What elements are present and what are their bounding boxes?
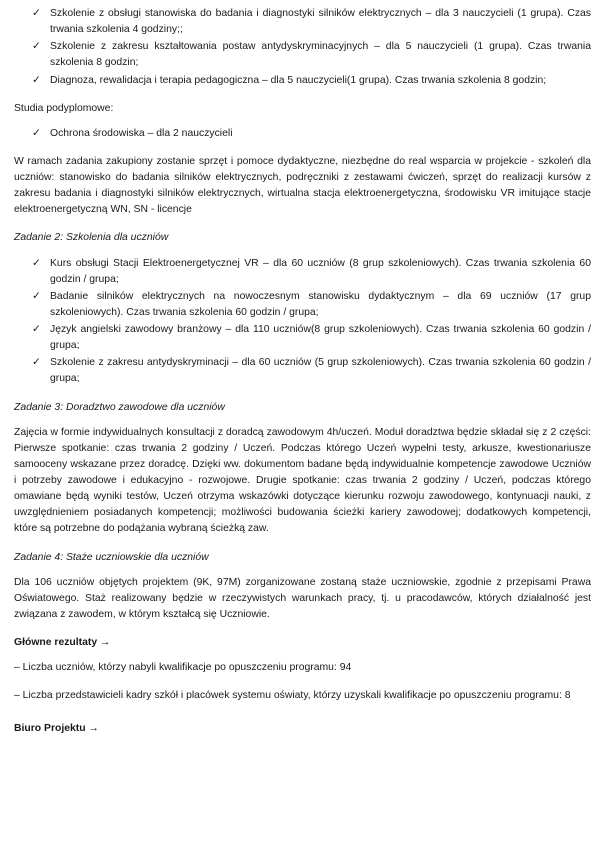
task3-paragraph: Zajęcia w formie indywidualnych konsultacji z doradcą zawodowym 4h/uczeń. Moduł doradztwa będzie składał się z 2 części: Pierwsze spotkanie: czas trwania 2 godziny / Uczeń. Podczas którego Uczeń wypełni testy, arkusze, kwestionariusze samooceny wskazane przez doradcę. Dzięki ww. dokumentom badane będą indywidualnie kompetencje zawodowe Uczniów i potrzeby zawodowe i edukacyjno - rozwojowe. Drugie spotkanie: czas trwania 2 godziny / Uczeń, podczas którego omawiane będą wyniki testów, Uczeń otrzyma wskazówki dotyczące kierunku rozwoju zawodowego, kontynuacji nauki, z uwzględnieniem posiadanych kompetencji; możliwości budowania ścieżki kariery zawodowej; dodatkowych kompetencji, które są potrzebne do podążania wybraną ścieżką zaw.	[14, 426, 591, 535]
results-heading	[14, 635, 591, 651]
task3-heading: Zadanie 3: Doradztwo zawodowe dla uczniów	[14, 401, 225, 413]
task2-list	[14, 256, 591, 388]
checkmark-icon: ✓	[32, 324, 41, 335]
list-item-text: Szkolenie z zakresu kształtowania postaw antydyskryminacyjnych – dla 5 nauczycieli (1 grupa). Czas trwania szkolenia 8 godzin;	[50, 41, 591, 69]
list-item	[14, 355, 591, 387]
list-item-text: Szkolenie z zakresu antydyskryminacji – dla 60 uczniów (5 grup szkoleniowych). Czas trwania szkolenia 60 godzin / grupa;	[50, 357, 591, 385]
list-item-text: Język angielski zawodowy branżowy – dla 110 uczniów(8 grup szkoleniowych). Czas trwania szkolenia 60 godzin / grupa;	[50, 324, 591, 352]
teacher-training-list	[14, 6, 591, 89]
checkmark-icon: ✓	[32, 74, 41, 86]
postgraduate-label: Studia podyplomowe:	[14, 102, 114, 114]
arrow-right-icon: →	[88, 723, 99, 735]
list-item-text: Szkolenie z obsługi stanowiska do badania i diagnostyki silników elektrycznych – dla 3 nauczycieli (1 grupa). Czas trwania szkolenia 4 godziny;;	[50, 8, 591, 36]
task4-paragraph: Dla 106 uczniów objętych projektem (9K, 97M) zorganizowane zostaną staże uczniowskie, zgodnie z przepisami Prawa Oświatowego. Staż realizowany będzie w rzeczywistych warunkach pracy, tj. u pracodawców, których działalność jest związana z zawodem, w którym kształcą się Uczniowie.	[14, 576, 591, 620]
checkmark-icon: ✓	[32, 8, 41, 19]
task4-heading: Zadanie 4: Staże uczniowskie dla uczniów	[14, 551, 209, 563]
checkmark-icon: ✓	[32, 257, 41, 269]
equipment-paragraph: W ramach zadania zakupiony zostanie sprzęt i pomoce dydaktyczne, niezbędne do real wsparcia w projekcie - szkoleń dla uczniów: stanowisko do badania silników elektrycznych, podręczniki z zestawami ćwiczeń, sprzęt do realizacji kursów z zakresu badania i diagnostyki silników elektrycznych, wirtualna stacja elektroenergetyczna, środowisku VR imitujące stacje elektroenergetyczną WN, SN - licencje	[14, 155, 591, 216]
list-item	[14, 126, 591, 142]
checkmark-icon: ✓	[32, 127, 41, 139]
checkmark-icon: ✓	[32, 41, 41, 53]
project-office-heading-text: Biuro Projektu	[14, 723, 86, 735]
list-item	[14, 289, 591, 321]
result-line: – Liczba przedstawicieli kadry szkół i placówek systemu oświaty, którzy uzyskali kwalifikacje po opuszczeniu programu: 8	[14, 690, 571, 702]
list-item	[14, 39, 591, 71]
list-item	[14, 322, 591, 354]
list-item	[14, 73, 591, 89]
list-item	[14, 256, 591, 288]
result-line: – Liczba uczniów, którzy nabyli kwalifikacje po opuszczeniu programu: 94	[14, 662, 352, 674]
results-heading-text: Główne rezultaty	[14, 637, 98, 648]
arrow-right-icon: →	[100, 637, 111, 648]
checkmark-icon: ✓	[32, 290, 41, 302]
list-item-text: Ochrona środowiska – dla 2 nauczycieli	[50, 127, 233, 139]
list-item-text: Diagnoza, rewalidacja i terapia pedagogiczna – dla 5 nauczycieli(1 grupa). Czas trwania szkolenia 8 godzin;	[50, 74, 547, 86]
checkmark-icon: ✓	[32, 357, 41, 369]
list-item-text: Kurs obsługi Stacji Elektroenergetycznej VR – dla 60 uczniów (8 grup szkoleniowych). Czas trwania szkolenia 60 godzin / grupa;	[50, 257, 591, 285]
task2-heading: Zadanie 2: Szkolenia dla uczniów	[14, 232, 169, 244]
list-item	[14, 6, 591, 38]
postgraduate-list	[14, 126, 591, 142]
project-office-heading	[14, 721, 591, 737]
list-item-text: Badanie silników elektrycznych na nowoczesnym stanowisku dydaktycznym – dla 69 uczniów (17 grup szkoleniowych). Czas trwania szkolenia 60 godzin / grupa;	[50, 290, 591, 318]
